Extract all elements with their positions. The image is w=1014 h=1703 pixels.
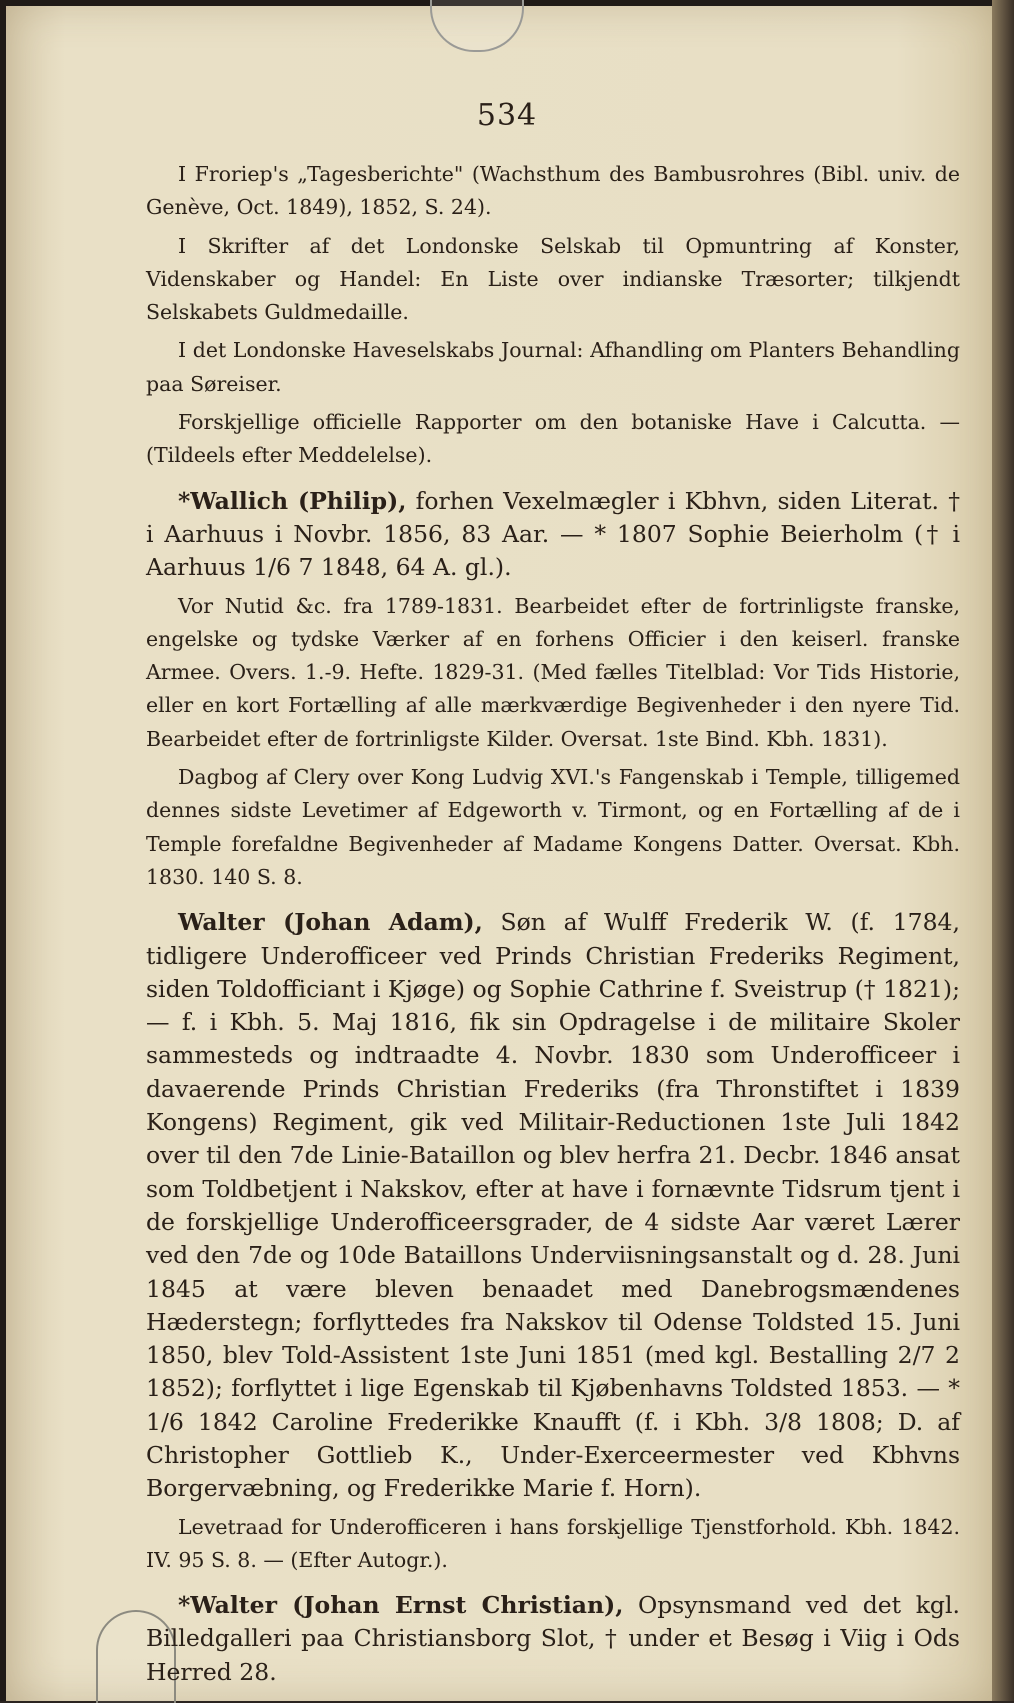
paragraph-vor-nutid: Vor Nutid &c. fra 1789-1831. Bearbeidet efter de fortrinligste franske, engelske og tydske Værker af en forhens Officier i den keiserl. franske Armee. Overs. 1.-9. Hefte. 1829-31. (Med fælles Titelblad: Vor Tids Historie, eller en kort Fortælling af alle mærkværdige Begivenheder i den nyere Tid. Bearbeidet efter de fortrinligste Kilder. Oversat. 1ste Bind. Kbh. 1831).: [146, 593, 960, 751]
paragraph-haveselskab: I det Londonske Haveselskabs Journal: Afhandling om Planters Behandling paa Søreiser.: [146, 338, 960, 396]
book-spine-edge: [992, 0, 1014, 1701]
page-number: 534: [476, 98, 538, 133]
paragraph-levetraad: Levetraad for Underofficeren i hans forskjellige Tjenstforhold. Kbh. 1842. IV. 95 S. 8. — (Efter Autogr.).: [146, 1514, 960, 1572]
entry-walter-johan-ernst: *Walter (Johan Ernst Christian), Opsynsmand ved det kgl. Billedgalleri paa Christiansborg Slot, † under et Besøg i Viig i Ods Herred 28.: [146, 1591, 960, 1686]
entry-wallich: *Wallich (Philip), forhen Vexelmægler i Kbhvn, siden Literat. † i Aarhuus i Novbr. 1856, 83 Aar. — * 1807 Sophie Beierholm († i Aarhuus 1/6 7 1848, 64 A. gl.).: [146, 486, 960, 582]
paragraph-rapporter: Forskjellige officielle Rapporter om den botaniske Have i Calcutta. — (Tildeels efter Meddelelse).: [146, 410, 960, 468]
entry-name: Walter (Johan Adam),: [178, 908, 483, 937]
paragraph-dagbog: Dagbog af Clery over Kong Ludvig XVI.'s Fangenskab i Temple, tilligemed dennes sidste Levetimer af Edgeworth v. Tirmont, og en Fortælling af de i Temple forefaldne Begivenheder af Madame Kongens Datter. Oversat. Kbh. 1830. 140 S. 8.: [146, 765, 960, 889]
entry-name: *Walter (Johan Ernst Christian),: [178, 1591, 624, 1620]
entry-walter-johan-adam: Walter (Johan Adam), Søn af Wulff Frederik W. (f. 1784, tidligere Underofficeer ved Prinds Christian Frederiks Regiment, siden Toldofficiant i Kjøge) og Sophie Cathrine f. Sveistrup († 1821); — f. i Kbh. 5. Maj 1816, fik sin Opdragelse i de militaire Skoler sammesteds og indtraadte 4. Novbr. 1830 som Underofficeer i davaerende Prinds Christian Frederiks (fra Thronstiftet i 1839 Kongens) Regiment, gik ved Militair-Reductionen 1ste Juli 1842 over til den 7de Linie-Bataillon og blev herfra 21. Decbr. 1846 ansat som Toldbetjent i Nakskov, efter at have i fornævnte Tidsrum tjent i de forskjellige Underofficeersgrader, de 4 sidste Aar været Lærer ved den 7de og 10de Bataillons Underviisningsanstalt og d. 28. Juni 1845 at være bleven benaadet med Danebrogsmændenes Hæderstegn; forflyttedes fra Nakskov til Odense Toldsted 15. Juni 1850, blev Told-Assistent 1ste Juni 1851 (med kgl. Bestalling 2/7 2 1852); forflyttet i lige Egenskab til Kjøbenhavns Toldsted 1853. — * 1/6 1842 Caroline Frederikke Knaufft (f. i Kbh. 3/8 1808; D. af Christopher Gottlieb K., Under-Exerceermester ved Kbhvns Borgervæbning, og Frederikke Marie f. Horn).: [146, 908, 960, 1503]
entry-name: *Wallich (Philip),: [178, 486, 407, 515]
page-body: [146, 158, 960, 1694]
paragraph-skrifter: I Skrifter af det Londonske Selskab til Opmuntring af Konster, Videnskaber og Handel: En Liste over indianske Træsorter; tilkjendt Selskabets Guldmedaille.: [146, 233, 960, 325]
paragraph-froriep: I Froriep's „Tagesberichte" (Wachsthum des Bambusrohres (Bibl. univ. de Genève, Oct. 1849), 1852, S. 24).: [146, 162, 960, 220]
